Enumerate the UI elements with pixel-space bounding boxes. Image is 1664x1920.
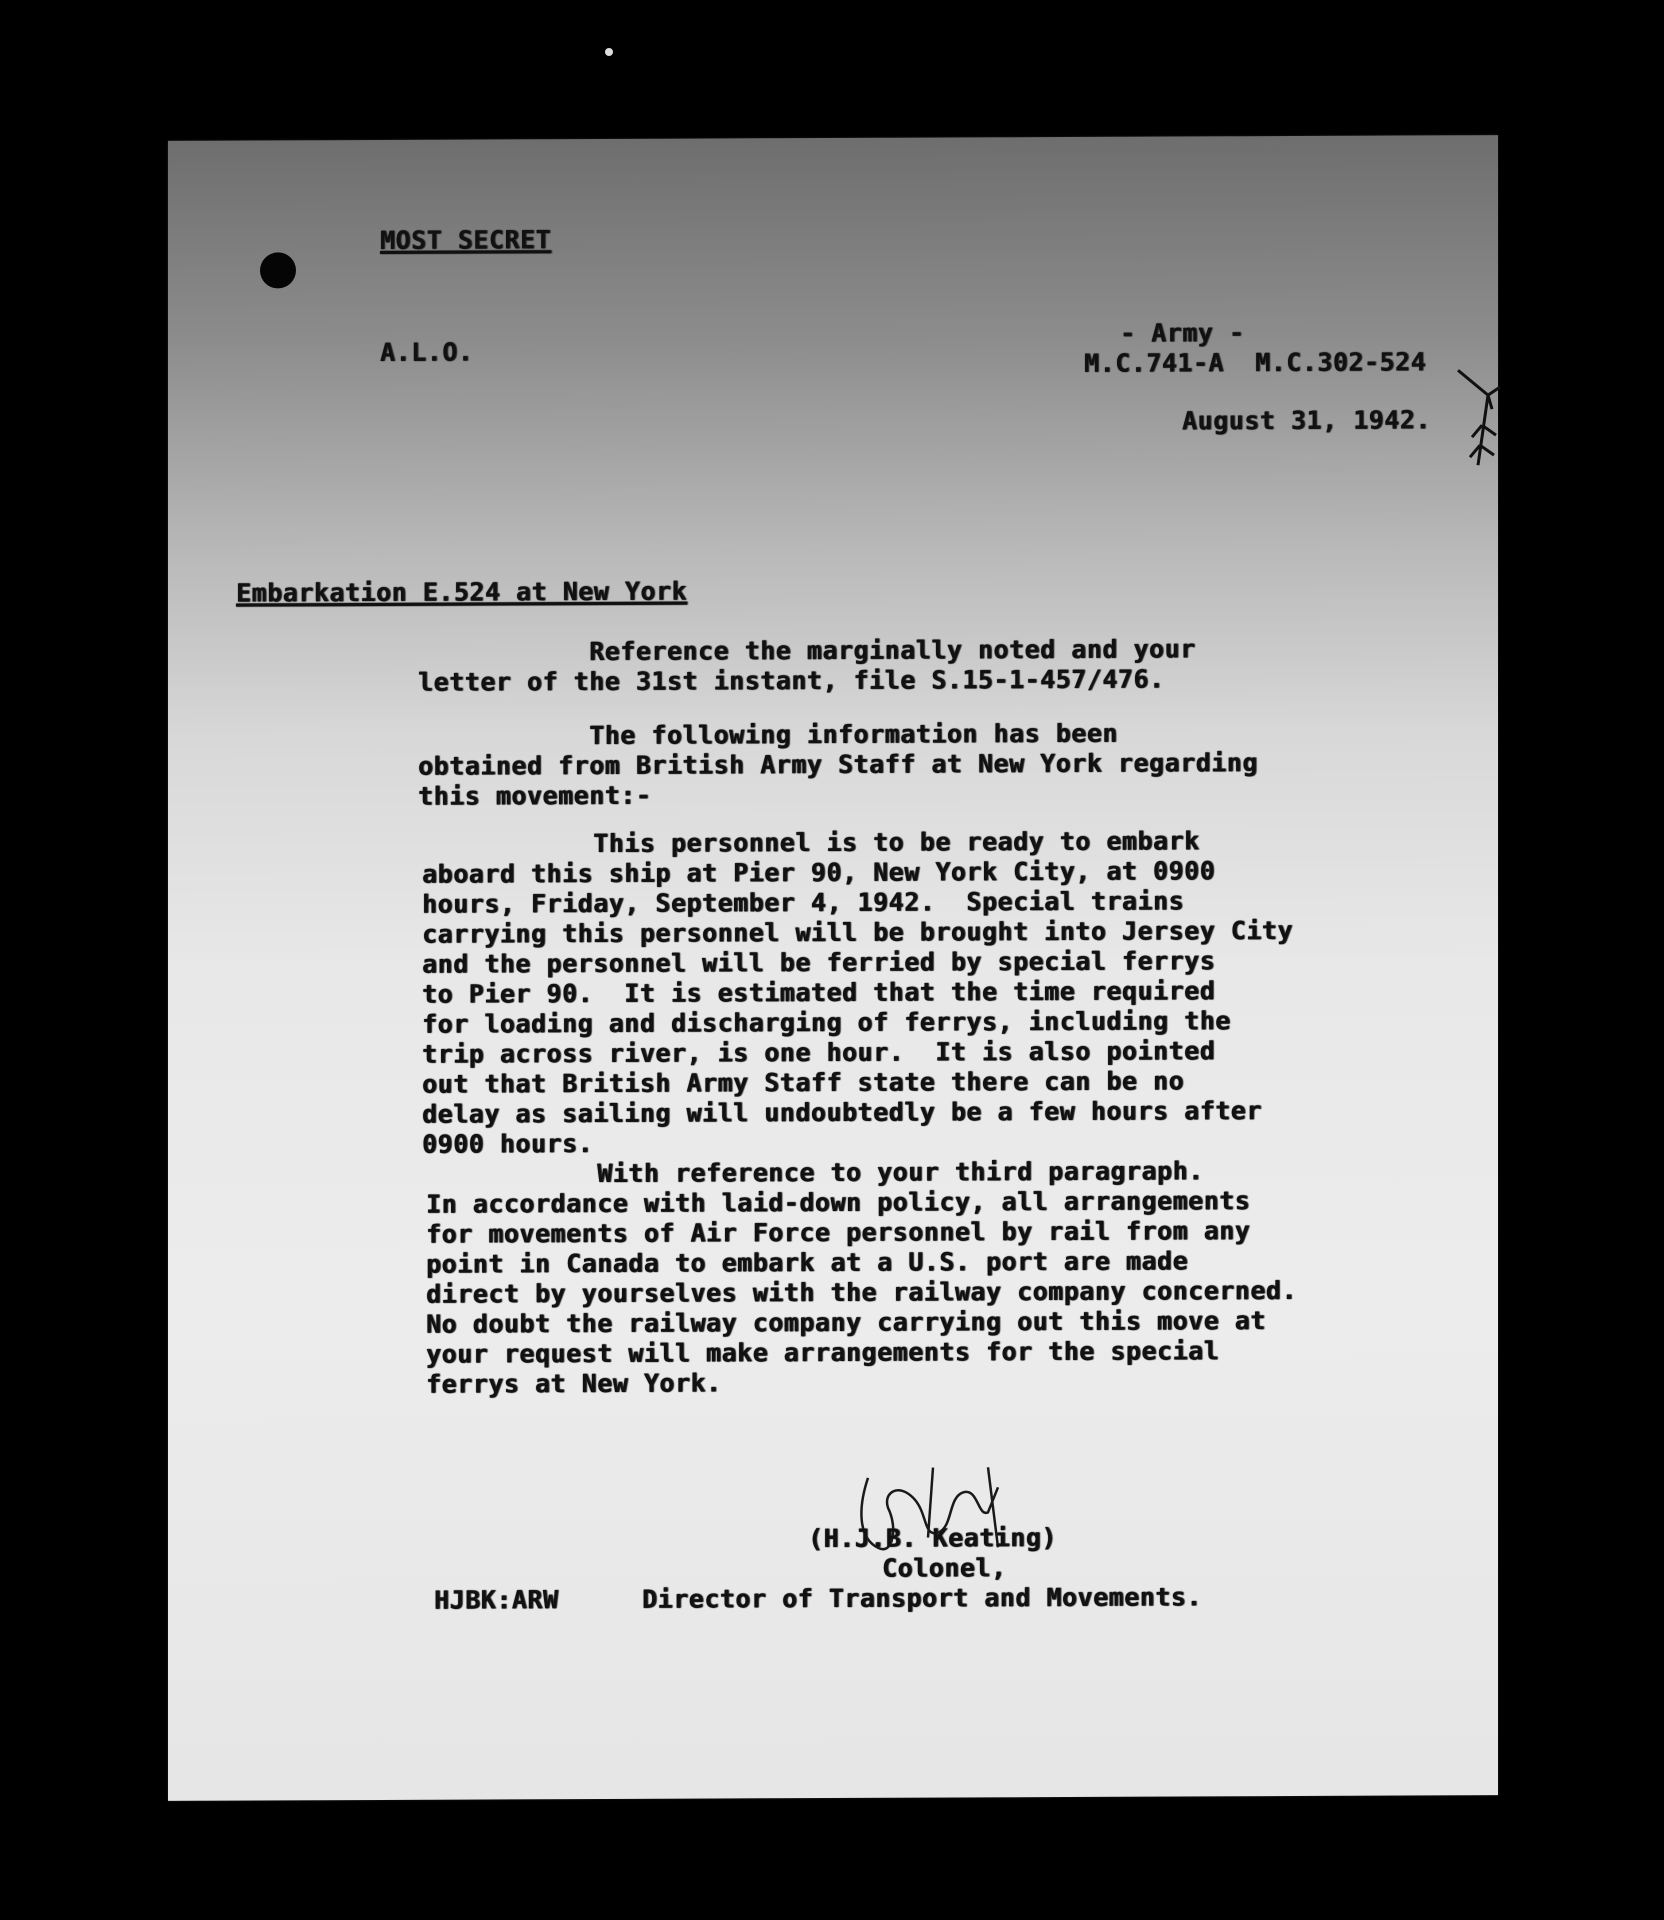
signatory-name: (H.J.B. Keating) [808,1523,1057,1554]
punch-hole [260,252,296,288]
paragraph-arrangements: With reference to your third paragraph. In accordance with laid-down policy, all arrangements for movements of Air Force personnel by rail from any point in Canada to embark at a U.S. port are made direct by yourselves with the railway company concerned. No doubt the railway company carrying out this move at your request will make arrangements for the special ferrys at New York. [426,1156,1297,1399]
subject-line: Embarkation E.524 at New York [236,576,687,608]
addressee: A.L.O. [380,337,474,367]
paragraph-information: The following information has been obtained from British Army Staff at New York regarding this movement:- [418,718,1258,811]
reference-initials: HJBK:ARW [434,1585,559,1615]
signatory-title: Director of Transport and Movements. [642,1582,1202,1614]
paragraph-reference: Reference the marginally noted and your letter of the 31st instant, file S.15-1-457/476. [418,634,1196,697]
signatory-rank: Colonel, [882,1553,1007,1583]
letter-date: August 31, 1942. [1182,405,1431,436]
paragraph-embarkation-details: This personnel is to be ready to embark aboard this ship at Pier 90, New York City, at 0900 hours, Friday, September 4, 1942. Special trains carrying this personnel will be brought into Jersey City and the personnel will be ferried by special ferrys to Pier 90. It is estimated that the time required for loading and discharging of ferrys, including the trip across river, is one hour. It is also pointed out that British Army Staff state there can be no delay as sailing will undoubtedly be a few hours after 0900 hours. [422,826,1293,1159]
dust-speck [605,48,613,56]
classification-heading: MOST SECRET [380,225,552,255]
file-references: M.C.741-A M.C.302-524 [1084,347,1427,378]
arrow-mark [1448,365,1508,475]
letter-page [168,135,1498,1801]
service-label: - Army - [1120,318,1245,348]
